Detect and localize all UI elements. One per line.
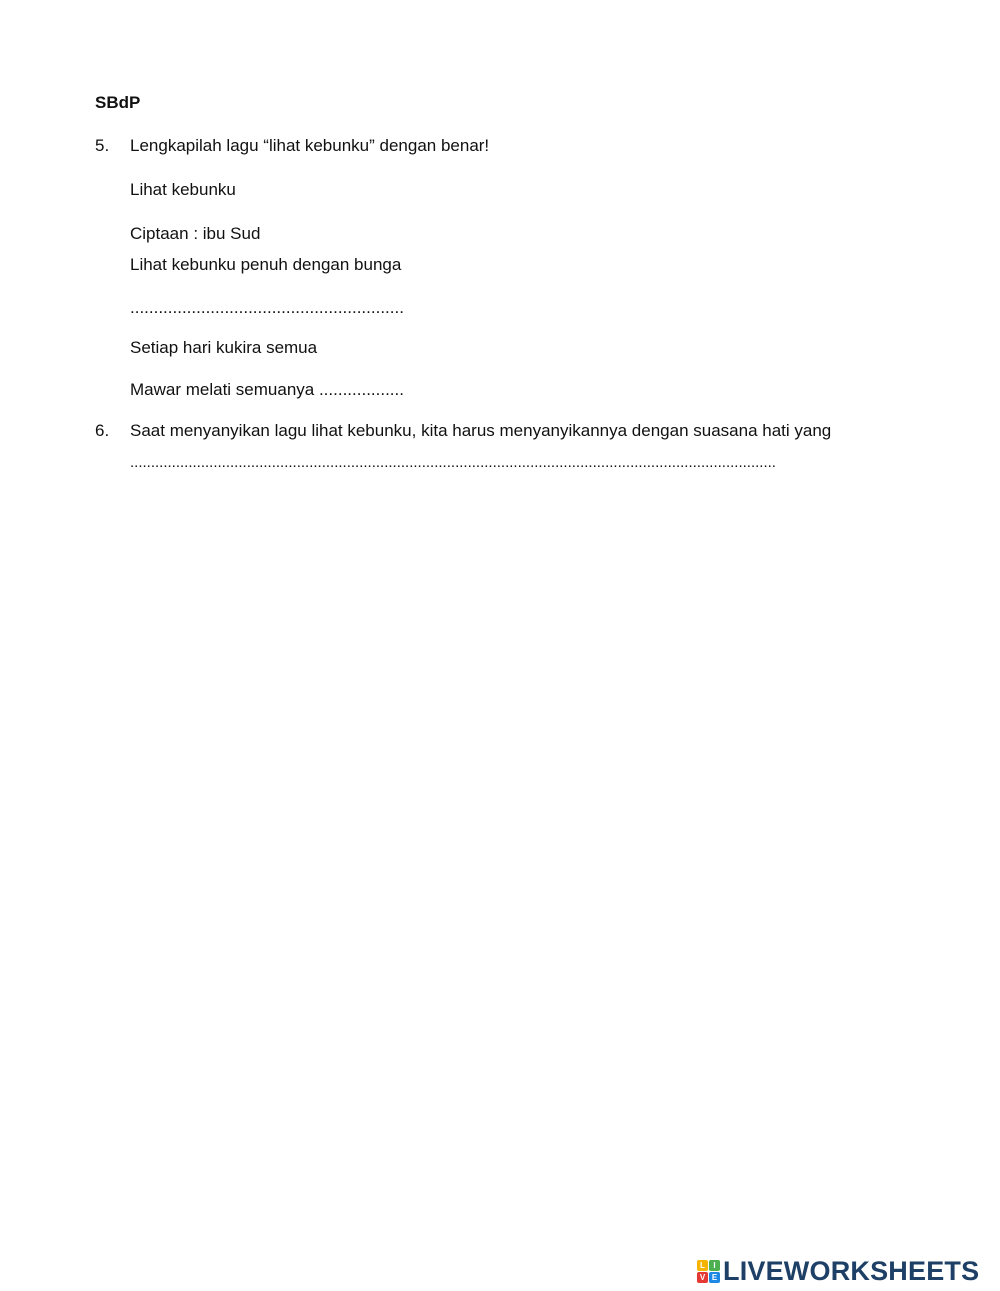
song-line-1: Lihat kebunku penuh dengan bunga bbox=[130, 255, 402, 274]
logo-wordmark: LIVEWORKSHEETS bbox=[723, 1255, 980, 1286]
question-6-answer-blank[interactable]: ........................................................................................................................................................... bbox=[130, 454, 776, 471]
song-composer: Ciptaan : ibu Sud bbox=[130, 224, 261, 243]
question-6-prompt: Saat menyanyikan lagu lihat kebunku, kita harus menyanyikannya dengan suasana hati yang bbox=[130, 421, 832, 440]
logo-letter-e: E bbox=[709, 1272, 720, 1283]
question-6-number: 6. bbox=[95, 421, 110, 440]
liveworksheets-logo bbox=[697, 1256, 979, 1286]
song-title: Lihat kebunku bbox=[130, 180, 236, 199]
logo-letter-v: V bbox=[697, 1272, 708, 1283]
question-5-prompt: Lengkapilah lagu “lihat kebunku” dengan benar! bbox=[130, 136, 490, 155]
section-title: SBdP bbox=[95, 93, 141, 112]
logo-letter-i: I bbox=[709, 1260, 720, 1271]
song-line-3: Setiap hari kukira semua bbox=[130, 338, 318, 357]
logo-mark-icon bbox=[697, 1260, 720, 1283]
question-5-number: 5. bbox=[95, 136, 110, 155]
logo-letter-l: L bbox=[697, 1260, 708, 1271]
song-line-2-blank[interactable]: .......................................................... bbox=[130, 298, 404, 317]
song-line-4[interactable]: Mawar melati semuanya .................. bbox=[130, 380, 404, 399]
